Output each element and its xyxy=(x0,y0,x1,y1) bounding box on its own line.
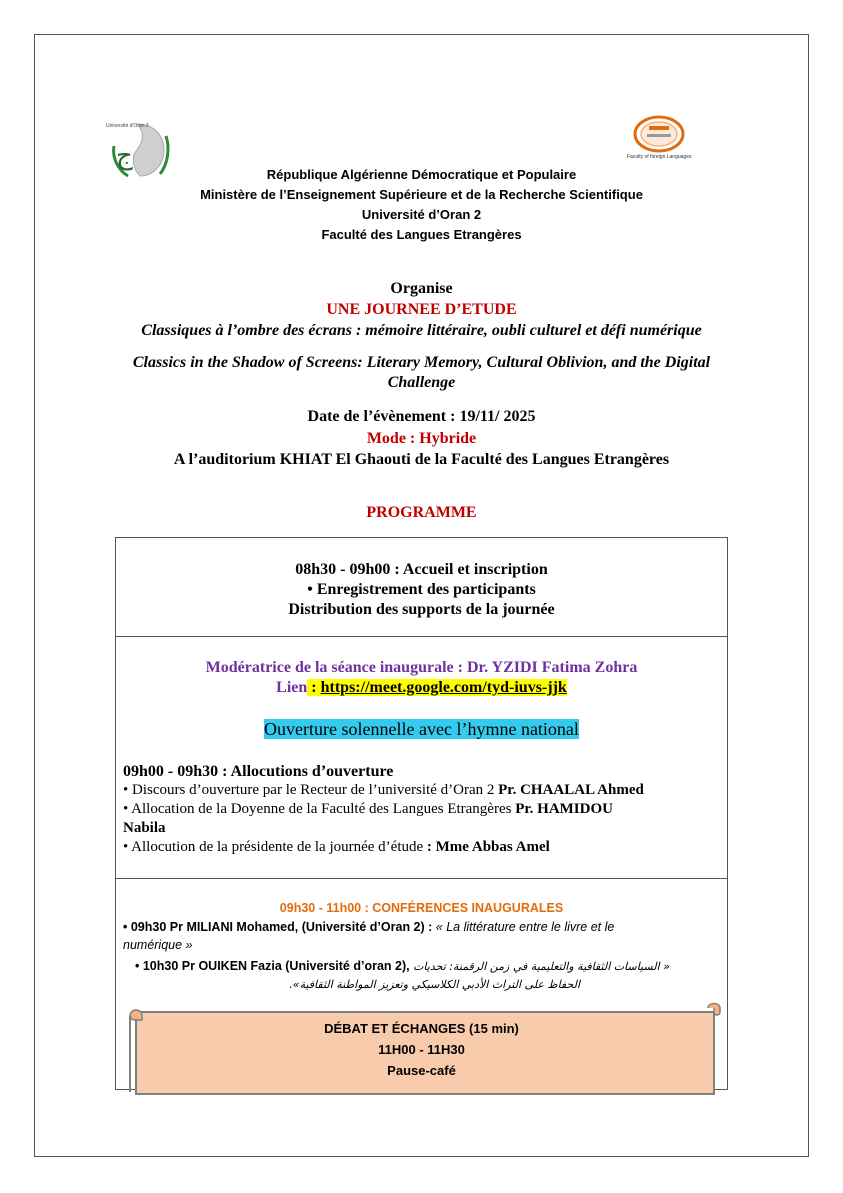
conference-1 xyxy=(123,918,721,954)
svg-text:Université d'Oran 2: Université d'Oran 2 xyxy=(106,123,149,129)
speech-rector-name: Pr. CHAALAL Ahmed xyxy=(498,782,644,798)
event-mode: Mode : Hybride xyxy=(366,430,477,447)
speech-president-name: : Mme Abbas Amel xyxy=(426,839,550,855)
link-label: Lien xyxy=(276,679,308,696)
conference-2-title-2: الحفاظ على التراث الأدبي الكلاسيكي وتعزيز المواطنة الثقافية». xyxy=(289,978,580,991)
meet-link[interactable]: https://meet.google.com/tyd-iuvs-jjk xyxy=(320,679,567,696)
conference-1-speaker: • 09h30 Pr MILIANI Mohamed, (Université d’Oran 2) : xyxy=(123,920,436,934)
speech-rector xyxy=(123,781,721,800)
speeches-time: 09h00 - 09h30 : Allocutions d’ouverture xyxy=(123,763,394,780)
header-republic: République Algérienne Démocratique et Populaire xyxy=(266,167,577,182)
event-date: Date de l’évènement : 19/11/ 2025 xyxy=(307,408,536,425)
programme-heading: PROGRAMME xyxy=(366,504,477,521)
university-logo-glyph: ج xyxy=(116,141,133,171)
event-venue: A l’auditorium KHIAT El Ghaouti de la Faculté des Langues Etrangères xyxy=(173,451,670,468)
event-title-en-line2: Challenge xyxy=(387,374,456,391)
debate-title: DÉBAT ET ÉCHANGES (15 min) xyxy=(324,1021,519,1036)
svg-text:Faculty of foreign Languages: Faculty of foreign Languages xyxy=(627,154,692,160)
speech-president xyxy=(123,838,721,857)
event-type: UNE JOURNEE D’ETUDE xyxy=(326,301,517,318)
event-title-en xyxy=(100,353,743,393)
meet-link-line xyxy=(100,678,743,698)
conference-1-title: « La littérature entre le livre et le xyxy=(435,920,615,934)
speech-dean-name-2: Nabila xyxy=(123,820,166,836)
debate-block xyxy=(150,1018,693,1081)
reception-item-distribution: Distribution des supports de la journée xyxy=(288,601,555,618)
opening-ceremony xyxy=(100,717,743,741)
event-title-en-line1: Classics in the Shadow of Screens: Literary Memory, Cultural Oblivion, and the Digital xyxy=(132,354,711,371)
reception-block xyxy=(100,560,743,620)
moderator-line: Modératrice de la séance inaugurale : Dr. YZIDI Fatima Zohra xyxy=(205,659,638,676)
opening-ceremony-text: Ouverture solennelle avec l’hymne national xyxy=(264,719,579,739)
speech-dean xyxy=(123,800,721,819)
speeches-block xyxy=(123,762,721,857)
break-time: 11H00 - 11H30 xyxy=(378,1042,465,1057)
reception-item-registration: • Enregistrement des participants xyxy=(307,581,536,598)
link-separator: : xyxy=(307,679,321,696)
coffee-break: Pause-café xyxy=(387,1063,456,1078)
reception-time: 08h30 - 09h00 : Accueil et inscription xyxy=(295,561,548,578)
conference-2-title: « السياسات الثقافية والتعليمية في زمن الرقمنة: تحديات xyxy=(413,960,670,973)
header-faculty: Faculté des Langues Etrangères xyxy=(321,227,522,242)
row-divider xyxy=(115,878,728,879)
conference-2-speaker: • 10h30 Pr OUIKEN Fazia (Université d’oran 2), xyxy=(135,959,414,973)
faculty-logo xyxy=(625,112,693,164)
conferences-heading: 09h30 - 11h00 : CONFÉRENCES INAUGURALES xyxy=(279,901,564,915)
speech-rector-text: • Discours d’ouverture par le Recteur de l’université d’Oran 2 xyxy=(123,782,499,798)
header-block xyxy=(150,165,693,245)
speech-dean-name: Pr. HAMIDOU xyxy=(515,801,613,817)
speech-president-text: • Allocution de la présidente de la journée d’étude xyxy=(123,839,427,855)
speech-dean-text: • Allocation de la Doyenne de la Faculté des Langues Etrangères xyxy=(123,801,516,817)
header-ministry: Ministère de l’Enseignement Supérieure et de la Recherche Scientifique xyxy=(200,187,643,202)
conference-1-title-2: numérique » xyxy=(123,938,193,952)
event-title-fr: Classiques à l’ombre des écrans : mémoire littéraire, oubli culturel et défi numérique xyxy=(141,322,702,339)
conference-2 xyxy=(135,957,721,976)
header-university: Université d’Oran 2 xyxy=(361,207,482,222)
row-divider xyxy=(115,636,728,637)
organise-label: Organise xyxy=(390,280,453,297)
